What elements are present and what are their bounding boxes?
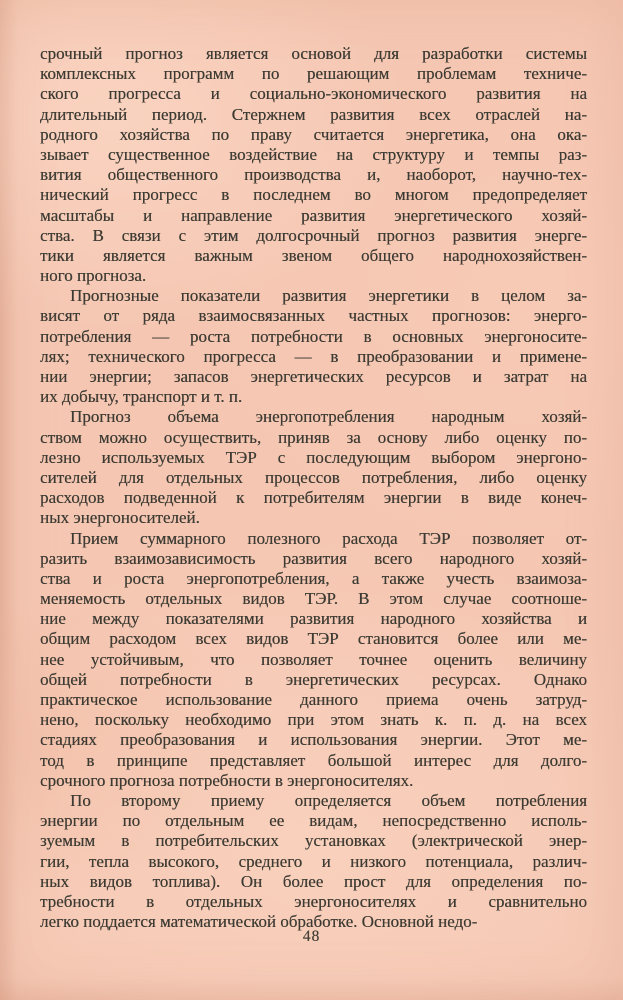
text-line: комплексных программ по решающим проблемам техниче-	[40, 64, 587, 84]
text-line: масштабы и направление развития энергетического хозяй-	[40, 205, 587, 225]
text-line: лях; технического прогресса — в преобразовании и примене-	[40, 346, 587, 366]
text-line: потребления — роста потребности в основных энергоносите-	[40, 326, 587, 346]
text-line: тики является важным звеном общего народнохозяйствен-	[40, 245, 587, 265]
text-line: длительный период. Стержнем развития всех отраслей на-	[40, 104, 587, 124]
text-line: ского прогресса и социально-экономического развития на	[40, 84, 587, 104]
text-line: тод в принципе представляет большой интерес для долго-	[40, 750, 587, 770]
text-line: меняемость отдельных видов ТЭР. В этом случае соотноше-	[40, 589, 587, 609]
page-number: 48	[302, 928, 321, 945]
text-line: сителей для отдельных процессов потребления, либо оценку	[40, 467, 587, 487]
text-line: ние между показателями развития народного хозяйства и	[40, 609, 587, 629]
paragraph	[40, 44, 587, 286]
paragraph	[40, 529, 587, 791]
text-line: нии энергии; запасов энергетических ресурсов и затрат на	[40, 367, 587, 386]
text-line: общим расходом всех видов ТЭР становится более или ме-	[40, 629, 587, 649]
paragraph	[40, 286, 587, 407]
text-line: ства и роста энергопотребления, а также учесть взаимоза-	[40, 568, 587, 588]
text-line: их добычу, транспорт и т. п.	[40, 387, 243, 407]
paragraph	[40, 791, 587, 932]
text-line: энергии по отдельным ее видам, непосредственно исполь-	[40, 811, 587, 831]
text-line: зуемым в потребительских установках (электрической энер-	[40, 831, 587, 851]
text-line: Прогнозные показатели развития энергетики в целом за-	[70, 286, 587, 306]
text-line: общей потребности в энергетических ресурсах. Однако	[40, 669, 587, 689]
text-line: Прием суммарного полезного расхода ТЭР позволяет от-	[70, 528, 587, 548]
text-line: срочного прогноза потребности в энергоносителях.	[40, 770, 414, 790]
text-line: ных энергоносителей.	[40, 508, 200, 528]
page-text-block	[40, 44, 587, 932]
text-line: лезно используемых ТЭР с последующим выбором энергоно-	[40, 447, 587, 467]
text-line: По второму приему определяется объем потребления	[70, 790, 587, 810]
text-line: гии, тепла высокого, среднего и низкого потенциала, различ-	[40, 851, 587, 871]
paragraph	[40, 407, 587, 528]
text-line: ства. В связи с этим долгосрочный прогноз развития энерге-	[40, 225, 587, 245]
text-line: ством можно осуществить, приняв за основу либо оценку по-	[40, 427, 587, 447]
text-line: нено, поскольку необходимо при этом знать к. п. д. на всех	[40, 710, 587, 730]
text-line: разить взаимозависимость развития всего народного хозяй-	[40, 548, 587, 568]
text-line: ных видов топлива). Он более прост для определения по-	[40, 871, 587, 891]
text-line: практическое использование данного приема очень затруд-	[40, 690, 587, 709]
text-line: легко поддается математической обработке. Основной недо-	[40, 912, 478, 932]
text-line: расходов подведенной к потребителям энергии в виде конеч-	[40, 488, 587, 508]
text-line: висят от ряда взаимосвязанных частных прогнозов: энерго-	[40, 306, 587, 326]
text-line: вития общественного производства и, наоборот, научно-тех-	[40, 165, 587, 185]
text-line: Прогноз объема энергопотребления народным хозяй-	[70, 407, 587, 427]
text-line: зывает существенное воздействие на структуру и темпы раз-	[40, 144, 587, 164]
text-line: родного хозяйства по праву считается энергетика, она ока-	[40, 124, 587, 144]
text-line: срочный прогноз является основой для разработки системы	[40, 44, 587, 63]
text-line: требности в отдельных энергоносителях и сравнительно	[40, 891, 587, 911]
text-line: ного прогноза.	[40, 266, 147, 286]
text-line: нее устойчивым, что позволяет точнее оценить величину	[40, 649, 587, 669]
text-line: стадиях преобразования и использования энергии. Этот ме-	[40, 730, 587, 750]
text-line: нический прогресс в последнем во многом предопределяет	[40, 185, 587, 205]
